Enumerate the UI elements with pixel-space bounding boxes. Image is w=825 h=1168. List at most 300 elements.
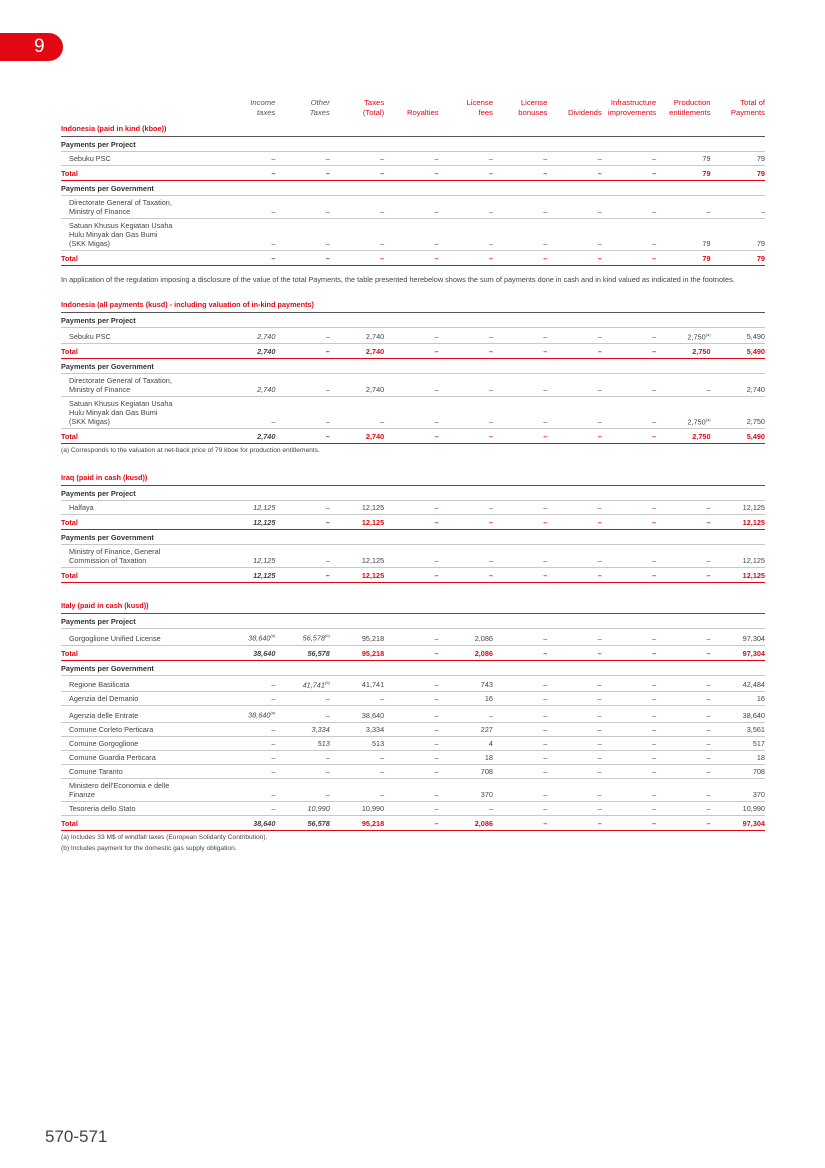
- value: –: [597, 694, 602, 704]
- value: 2,086: [474, 818, 493, 828]
- value-cell: [221, 629, 275, 645]
- row-label-line: (SKK Migas): [69, 239, 110, 248]
- value-cell: [330, 692, 384, 706]
- value-cell: [275, 545, 329, 568]
- value: –: [488, 416, 493, 426]
- value: –: [488, 207, 493, 216]
- value: 12,125: [361, 571, 385, 581]
- value-cell: [493, 629, 547, 645]
- value-cell: [547, 545, 601, 568]
- column-header-line: taxes: [257, 107, 276, 117]
- value: 2,740: [257, 431, 276, 441]
- value: –: [380, 154, 385, 163]
- row-label-line: Halfaya: [69, 503, 94, 513]
- value: –: [488, 254, 493, 263]
- value-cell: [384, 675, 438, 691]
- value-cell: [384, 196, 438, 219]
- value: –: [652, 169, 657, 178]
- payments-table: [61, 597, 765, 830]
- footnote-mark: (a): [270, 633, 276, 639]
- footnote: (b) Includes payment for the domestic gas supply obligation.: [61, 845, 237, 853]
- value: –: [271, 752, 276, 762]
- value: –: [543, 169, 548, 178]
- value: –: [652, 384, 657, 394]
- value-cell: [602, 152, 656, 166]
- value-cell: [493, 219, 547, 251]
- value: –: [325, 518, 330, 528]
- value: –: [271, 738, 276, 748]
- value: 97,304: [742, 818, 765, 828]
- value: –: [325, 710, 330, 720]
- value: –: [380, 752, 385, 762]
- table-row: [61, 736, 765, 750]
- table-row: [61, 801, 765, 815]
- value-cell: [221, 515, 275, 530]
- value-cell: [384, 219, 438, 251]
- value: –: [597, 803, 602, 813]
- value-cell: [275, 373, 329, 396]
- value: –: [488, 384, 493, 394]
- value: –: [488, 431, 493, 441]
- column-header-line: fees: [478, 107, 493, 117]
- value-cell: [656, 692, 710, 706]
- value: –: [543, 384, 548, 394]
- value-cell: [711, 815, 765, 830]
- value-cell: [439, 343, 493, 358]
- value: –: [597, 648, 602, 658]
- value: –: [543, 789, 548, 799]
- table-row: [61, 629, 765, 645]
- value-cell: [656, 327, 710, 343]
- group-label: Payments per Government: [61, 660, 765, 675]
- value: –: [706, 648, 711, 658]
- value: 2,750: [687, 331, 706, 341]
- value-cell: [221, 722, 275, 736]
- value: –: [271, 154, 276, 163]
- value: –: [271, 680, 276, 690]
- value: –: [434, 416, 439, 426]
- value: –: [434, 169, 439, 178]
- value-cell: [384, 428, 438, 443]
- value-cell: [656, 396, 710, 428]
- value: –: [434, 518, 439, 528]
- value: –: [325, 416, 330, 426]
- value-cell: [221, 196, 275, 219]
- value-cell: [656, 645, 710, 660]
- value-cell: [275, 815, 329, 830]
- value-cell: [330, 675, 384, 691]
- value-cell: [602, 801, 656, 815]
- value: –: [652, 633, 657, 643]
- column-header: [275, 98, 329, 120]
- value: –: [652, 431, 657, 441]
- value-cell: [275, 251, 329, 266]
- row-label-line: (SKK Migas): [69, 416, 110, 426]
- value-cell: [221, 801, 275, 815]
- group-header-row: [61, 660, 765, 675]
- group-label: Payments per Project: [61, 137, 765, 152]
- value-cell: [439, 722, 493, 736]
- value-cell: [221, 501, 275, 515]
- value: 708: [752, 766, 765, 776]
- value-cell: [656, 152, 710, 166]
- column-header: [439, 98, 493, 120]
- section-gap: [61, 455, 765, 469]
- value: 513: [371, 738, 385, 748]
- value: 2,086: [474, 633, 493, 643]
- value: 12,125: [742, 518, 765, 528]
- value-cell: [711, 166, 765, 181]
- value-cell: [439, 645, 493, 660]
- value-cell: [547, 501, 601, 515]
- value: –: [652, 239, 657, 248]
- value-cell: [547, 166, 601, 181]
- row-label: [61, 764, 221, 778]
- value-cell: [221, 764, 275, 778]
- value-cell: [602, 396, 656, 428]
- value: –: [380, 766, 385, 776]
- value: –: [380, 239, 385, 248]
- column-header-line: (Total): [362, 107, 385, 117]
- value-cell: [547, 675, 601, 691]
- total-label: Total: [61, 343, 221, 358]
- row-label: [61, 706, 221, 722]
- page-numbers: 570-571: [45, 1127, 108, 1146]
- value: –: [488, 346, 493, 356]
- value: –: [325, 556, 330, 566]
- row-label: [61, 778, 221, 801]
- value-cell: [330, 778, 384, 801]
- value-cell: [330, 166, 384, 181]
- value-cell: [602, 373, 656, 396]
- table-row: [61, 373, 765, 396]
- value: 97,304: [742, 633, 765, 643]
- value-cell: [493, 152, 547, 166]
- column-header-line: Infrastructure: [610, 98, 657, 107]
- value: –: [271, 254, 276, 263]
- value: 12,125: [253, 503, 276, 513]
- value: 79: [702, 169, 711, 178]
- value-cell: [547, 722, 601, 736]
- value: –: [271, 207, 276, 216]
- value: –: [706, 556, 711, 566]
- value-cell: [221, 778, 275, 801]
- value: –: [434, 331, 439, 341]
- row-label: [61, 675, 221, 691]
- table-row: [61, 706, 765, 722]
- value-cell: [656, 815, 710, 830]
- value: 2,750: [692, 346, 711, 356]
- value: –: [543, 331, 548, 341]
- row-label: [61, 545, 221, 568]
- value: –: [271, 416, 276, 426]
- value: 708: [480, 766, 493, 776]
- group-label: Payments per Government: [61, 358, 765, 373]
- row-label-line: Comune Taranto: [69, 766, 123, 776]
- value-cell: [275, 501, 329, 515]
- value-cell: [221, 428, 275, 443]
- total-label: Total: [61, 166, 221, 181]
- value: 5,490: [746, 346, 765, 356]
- value: –: [652, 724, 657, 734]
- value: –: [706, 571, 711, 581]
- value: 12,125: [361, 518, 385, 528]
- value: –: [652, 207, 657, 216]
- total-label: Total: [61, 428, 221, 443]
- group-header-row: [61, 530, 765, 545]
- column-header: [602, 98, 656, 120]
- value: 2,740: [365, 331, 385, 341]
- value-cell: [384, 722, 438, 736]
- value-cell: [602, 629, 656, 645]
- row-label: [61, 219, 221, 251]
- value-cell: [384, 764, 438, 778]
- value-cell: [711, 801, 765, 815]
- value-cell: [493, 327, 547, 343]
- value-cell: [602, 815, 656, 830]
- value-cell: [439, 428, 493, 443]
- value-cell: [711, 736, 765, 750]
- value: 743: [480, 680, 493, 690]
- value-cell: [493, 428, 547, 443]
- row-label-line: Directorate General of Taxation,: [69, 198, 172, 207]
- value: –: [325, 207, 330, 216]
- intro-paragraph: In application of the regulation imposing a disclosure of the value of the total Payments, the table presented herebelow shows the sum of payments done in cash and in kind valued as indicated in the footnotes.: [61, 275, 735, 284]
- value: –: [325, 346, 330, 356]
- row-label-line: Ministry of Finance: [69, 207, 131, 216]
- value-cell: [656, 801, 710, 815]
- value-cell: [656, 515, 710, 530]
- group-header-row: [61, 181, 765, 196]
- value-cell: [275, 736, 329, 750]
- column-header: [656, 98, 710, 120]
- value: 16: [756, 694, 765, 704]
- value: 16: [484, 694, 493, 704]
- value: –: [434, 207, 439, 216]
- value-cell: [656, 545, 710, 568]
- value-cell: [330, 219, 384, 251]
- value: –: [652, 752, 657, 762]
- value-cell: [602, 675, 656, 691]
- value-cell: [547, 327, 601, 343]
- value: –: [706, 518, 711, 528]
- value-cell: [439, 219, 493, 251]
- value-cell: [221, 706, 275, 722]
- group-header-row: [61, 312, 765, 327]
- row-label-line: Comune Gorgoglione: [69, 738, 139, 748]
- payments-table: [61, 98, 765, 266]
- value: –: [652, 518, 657, 528]
- group-label: Payments per Government: [61, 530, 765, 545]
- value: –: [380, 254, 385, 263]
- value-cell: [711, 692, 765, 706]
- total-row: [61, 515, 765, 530]
- value-cell: [602, 327, 656, 343]
- value-cell: [711, 629, 765, 645]
- value-cell: [547, 736, 601, 750]
- table-row: [61, 692, 765, 706]
- value-cell: [711, 764, 765, 778]
- value-cell: [330, 152, 384, 166]
- value-cell: [439, 706, 493, 722]
- total-row: [61, 251, 765, 266]
- column-header: [384, 98, 438, 120]
- value: 95,218: [361, 633, 385, 643]
- column-header-line: Total of: [740, 98, 765, 107]
- total-row: [61, 568, 765, 583]
- value-cell: [330, 251, 384, 266]
- value-cell: [656, 373, 710, 396]
- section-title: Indonesia (paid in kind (kboe)): [61, 120, 765, 137]
- value-cell: [384, 152, 438, 166]
- value-cell: [384, 396, 438, 428]
- value-cell: [275, 750, 329, 764]
- group-header-row: [61, 137, 765, 152]
- value-cell: [330, 706, 384, 722]
- value: –: [325, 384, 330, 394]
- value: –: [271, 803, 276, 813]
- table-row: [61, 764, 765, 778]
- value-cell: [493, 196, 547, 219]
- total-row: [61, 343, 765, 358]
- row-label-line: Comune Guardia Perticara: [69, 752, 156, 762]
- value: 12,125: [742, 571, 765, 581]
- row-label: [61, 801, 221, 815]
- value-cell: [330, 327, 384, 343]
- value-cell: [384, 166, 438, 181]
- value-cell: [275, 568, 329, 583]
- value: –: [652, 648, 657, 658]
- section-gap: [61, 583, 765, 597]
- value-cell: [547, 396, 601, 428]
- value: 12,125: [253, 518, 276, 528]
- value-cell: [656, 629, 710, 645]
- value: –: [652, 738, 657, 748]
- value-cell: [221, 152, 275, 166]
- value-cell: [656, 736, 710, 750]
- value: –: [271, 766, 276, 776]
- value-cell: [275, 166, 329, 181]
- value: –: [488, 710, 493, 720]
- value: –: [597, 571, 602, 581]
- value: 38,640: [253, 818, 276, 828]
- value: –: [706, 724, 711, 734]
- value: –: [543, 416, 548, 426]
- value: 95,218: [361, 818, 385, 828]
- value-cell: [221, 645, 275, 660]
- value-cell: [547, 428, 601, 443]
- value: 18: [484, 752, 493, 762]
- value-cell: [330, 764, 384, 778]
- value-cell: [547, 801, 601, 815]
- value-cell: [221, 692, 275, 706]
- value-cell: [493, 692, 547, 706]
- value-cell: [384, 327, 438, 343]
- value: 2,740: [257, 331, 276, 341]
- value: –: [488, 503, 493, 513]
- footnote-mark: (b): [324, 633, 330, 639]
- value: –: [706, 789, 711, 799]
- value: –: [434, 680, 439, 690]
- column-header-line: Production: [673, 98, 711, 107]
- value-cell: [439, 750, 493, 764]
- table-row: [61, 675, 765, 691]
- value-cell: [656, 722, 710, 736]
- value-cell: [602, 692, 656, 706]
- value-cell: [221, 327, 275, 343]
- value: –: [706, 384, 711, 394]
- value-cell: [275, 428, 329, 443]
- value: –: [543, 648, 548, 658]
- value: –: [271, 169, 276, 178]
- value-cell: [275, 722, 329, 736]
- value: –: [434, 346, 439, 356]
- value-cell: [547, 629, 601, 645]
- value: –: [380, 694, 385, 704]
- value: –: [597, 154, 602, 163]
- value: –: [434, 766, 439, 776]
- value: –: [706, 803, 711, 813]
- value: –: [434, 694, 439, 704]
- value-cell: [221, 251, 275, 266]
- row-label-line: Agenzia del Demanio: [69, 694, 139, 704]
- row-label-line: Tesoreria dello Stato: [69, 803, 136, 813]
- value-cell: [547, 645, 601, 660]
- column-header-line: Income: [250, 98, 276, 107]
- row-label-line: Sebuku PSC: [69, 331, 111, 341]
- value-cell: [439, 764, 493, 778]
- row-label-line: Sebuku PSC: [69, 154, 111, 163]
- total-label: Total: [61, 251, 221, 266]
- value-cell: [602, 428, 656, 443]
- value: 38,640: [248, 710, 271, 720]
- value-cell: [602, 750, 656, 764]
- value: –: [543, 818, 548, 828]
- section-title-row: [61, 597, 765, 614]
- value-cell: [439, 545, 493, 568]
- value: 79: [702, 154, 711, 163]
- value-cell: [602, 251, 656, 266]
- value-cell: [656, 675, 710, 691]
- row-label-line: Agenzia delle Entrate: [69, 710, 139, 720]
- table-row: [61, 545, 765, 568]
- value: –: [597, 503, 602, 513]
- row-label-line: Regione Basilicata: [69, 680, 130, 690]
- value-cell: [656, 219, 710, 251]
- value: 97,304: [742, 648, 765, 658]
- footnote-mark: (a): [270, 710, 276, 716]
- value: –: [380, 789, 385, 799]
- value: –: [434, 239, 439, 248]
- value-cell: [711, 396, 765, 428]
- column-header-line: bonuses: [518, 107, 548, 117]
- value: 38,640: [742, 710, 765, 720]
- value: –: [760, 207, 765, 216]
- value: 56,578: [302, 633, 325, 643]
- value: 79: [702, 239, 711, 248]
- value-cell: [493, 801, 547, 815]
- value: –: [488, 556, 493, 566]
- value-cell: [711, 373, 765, 396]
- value: –: [325, 503, 330, 513]
- value-cell: [384, 251, 438, 266]
- value-cell: [493, 645, 547, 660]
- row-label: [61, 501, 221, 515]
- row-label-line: Ministry of Finance, General: [69, 547, 161, 557]
- value-cell: [221, 736, 275, 750]
- value: 12,125: [361, 503, 385, 513]
- value-cell: [384, 629, 438, 645]
